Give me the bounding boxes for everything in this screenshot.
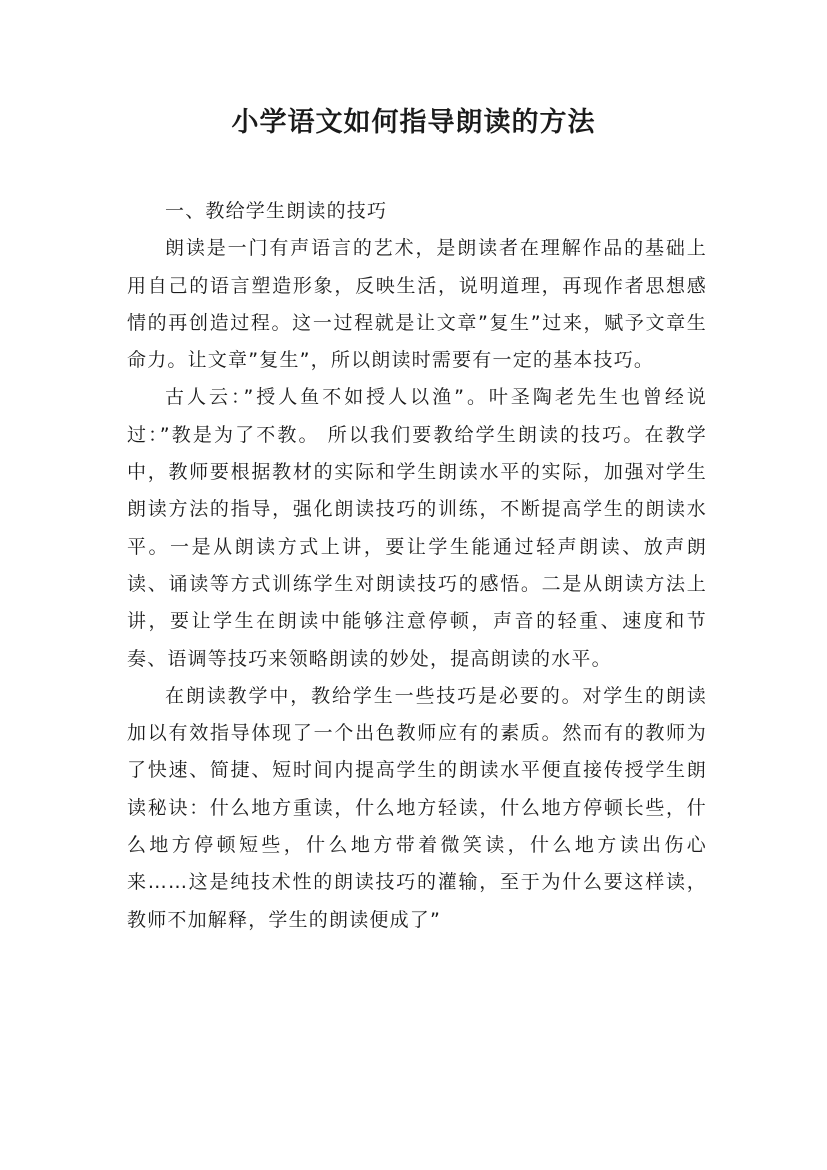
document-body <box>127 193 707 939</box>
document-title: 小学语文如何指导朗读的方法 <box>231 107 596 138</box>
paragraph-3: 在朗读教学中，教给学生一些技巧是必要的。对学生的朗读加以有效指导体现了一个出色教师应有的素质。然而有的教师为了快速、简捷、短时间内提高学生的朗读水平便直接传授学生朗读秘诀：什么地方重读，什么地方轻读，什么地方停顿长些，什么地方停顿短些，什么地方带着微笑读，什么地方读出伤心来……这是纯技术性的朗读技巧的灌输，至于为什么要这样读，教师不加解释，学生的朗读便成了” <box>127 684 707 931</box>
paragraph-1: 朗读是一门有声语言的艺术，是朗读者在理解作品的基础上用自己的语言塑造形象，反映生活，说明道理，再现作者思想感情的再创造过程。这一过程就是让文章”复生”过来，赋予文章生命力。让文章”复生”，所以朗读时需要有一定的基本技巧。 <box>127 237 707 372</box>
section-heading: 一、教给学生朗读的技巧 <box>165 200 388 222</box>
paragraph-2: 古人云：”授人鱼不如授人以渔”。叶圣陶老先生也曾经说过：”教是为了不教。 所以我们要教给学生朗读的技巧。在教学中，教师要根据教材的实际和学生朗读水平的实际，加强对学生朗读方法的指导，强化朗读技巧的训练，不断提高学生的朗读水平。一是从朗读方式上讲，要让学生能通过轻声朗读、放声朗读、诵读等方式训练学生对朗读技巧的感悟。二是从朗读方法上讲，要让学生在朗读中能够注意停顿，声音的轻重、速度和节奏、语调等技巧来领略朗读的妙处，提高朗读的水平。 <box>127 386 707 670</box>
